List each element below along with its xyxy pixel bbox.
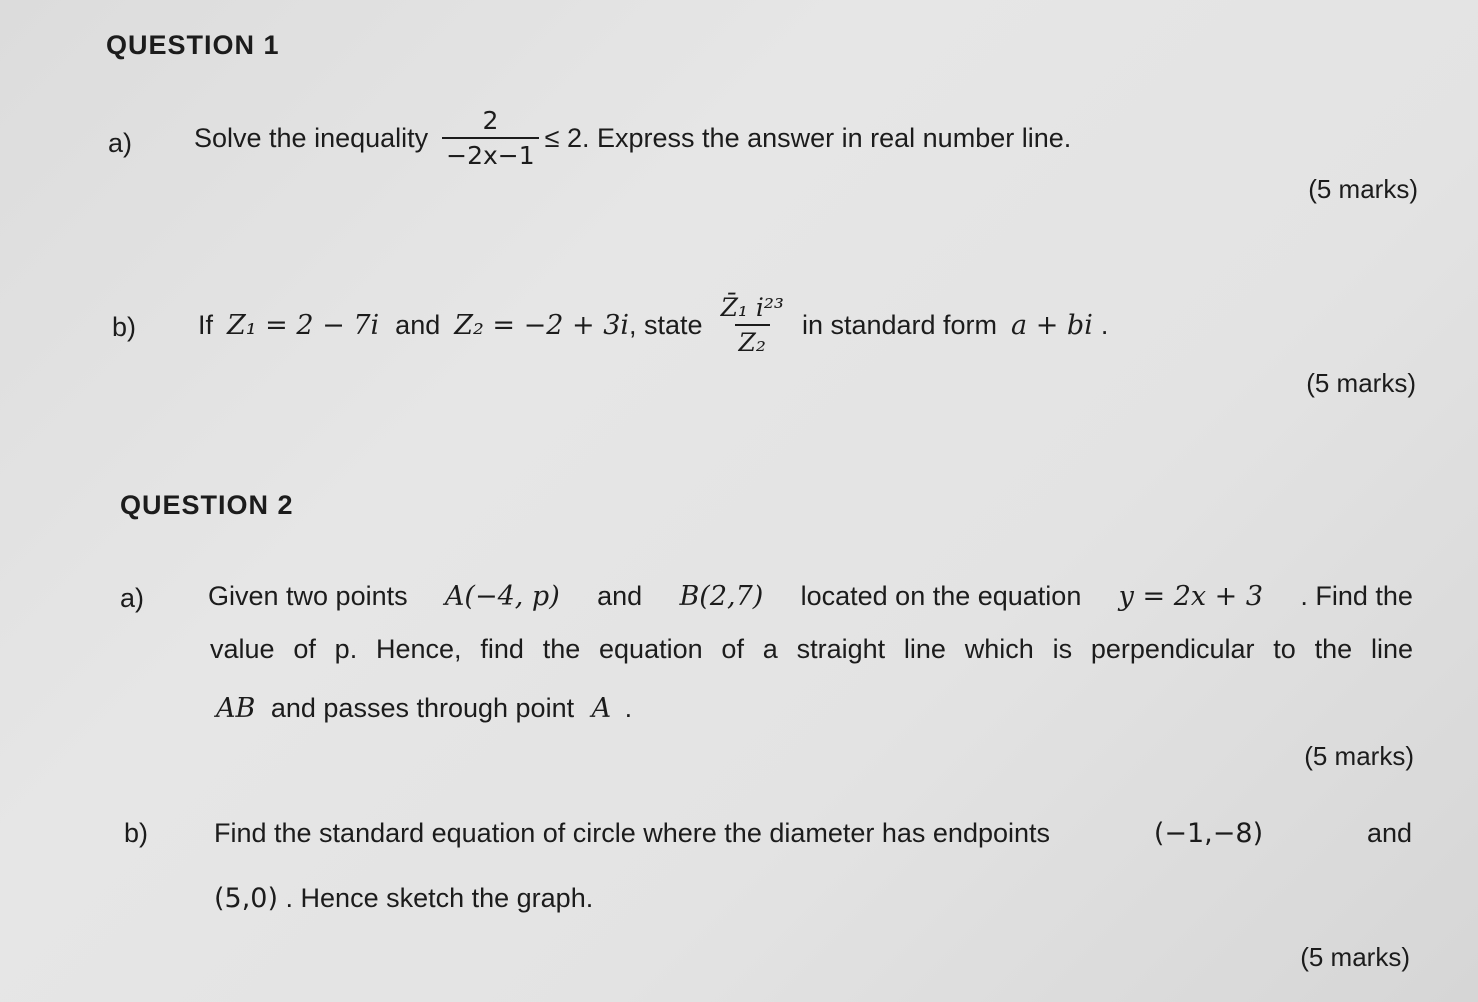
q2b-line-2 (214, 883, 593, 914)
q1b-state: , state (629, 309, 703, 340)
q2b-point-1: (−1,−8) (1153, 817, 1264, 849)
q2b-line-1 (214, 808, 1412, 858)
q2a-line-1 (208, 570, 1413, 622)
q2a-point-a-short: A (591, 693, 612, 724)
q2a-marks: (5 marks) (1304, 741, 1414, 771)
q2a-line-2: value of p. Hence, find the equation of a straight line which is perpendicular to the line (210, 634, 1413, 664)
q1b-form: a + bi (1011, 309, 1093, 341)
q1b-fraction-denominator: Z₂ (735, 324, 770, 357)
q1b-question (198, 280, 1108, 370)
q1b-fraction (717, 293, 788, 357)
q2a-located: located on the equation (800, 580, 1082, 611)
q2a-point-a: A(−4, p) (444, 580, 560, 612)
q1b-marks: (5 marks) (1306, 368, 1416, 398)
q1a-marks: (5 marks) (1308, 174, 1418, 204)
q2b-line-1-text: Find the standard equation of circle where the diameter has endpoints (214, 817, 1051, 848)
q1b-z2-expression: Z₂ = −2 + 3i (454, 309, 630, 341)
q2a-find-the: . Find the (1300, 580, 1413, 611)
q1b-label: b) (112, 312, 137, 342)
q1b-and: and (395, 309, 441, 340)
q1a-prefix: Solve the inequality (194, 122, 429, 153)
q1a-question (194, 103, 1071, 173)
q1a-fraction-denominator: −2x−1 (442, 137, 539, 170)
q2a-and: and (597, 580, 643, 611)
q1a-fraction-numerator: 2 (482, 106, 499, 135)
q2b-line-2-end: . Hence sketch the graph. (285, 883, 594, 913)
q2a-given: Given two points (208, 580, 408, 611)
q2a-equation: y = 2x + 3 (1118, 580, 1264, 612)
q1b-fraction-numerator: Z̄₁ i²³ (720, 293, 784, 322)
q2b-marks: (5 marks) (1300, 942, 1410, 972)
question-2-heading: QUESTION 2 (120, 490, 294, 520)
q1a-suffix: . Express the answer in real number line. (582, 122, 1072, 153)
q2a-line-3 (216, 693, 632, 724)
q1b-period: . (1100, 309, 1109, 340)
q1a-label: a) (108, 128, 133, 158)
question-1-heading: QUESTION 1 (106, 30, 280, 60)
q1a-relation: ≤ 2 (544, 122, 583, 153)
q1b-in-standard-form: in standard form (801, 309, 998, 340)
q2b-label: b) (124, 818, 149, 848)
q2a-point-b: B(2,7) (679, 580, 764, 612)
q2a-line-3-end: . (624, 693, 633, 723)
q2b-point-2: (5,0) (214, 883, 279, 914)
q2a-line-3-mid: and passes through point (270, 693, 575, 723)
q1b-z1-expression: Z₁ = 2 − 7i (227, 309, 380, 341)
q2a-ab: AB (216, 693, 256, 724)
q2b-and: and (1366, 817, 1412, 848)
q1b-if: If (198, 309, 214, 340)
q2a-label: a) (120, 583, 145, 613)
q1a-fraction (442, 106, 539, 170)
